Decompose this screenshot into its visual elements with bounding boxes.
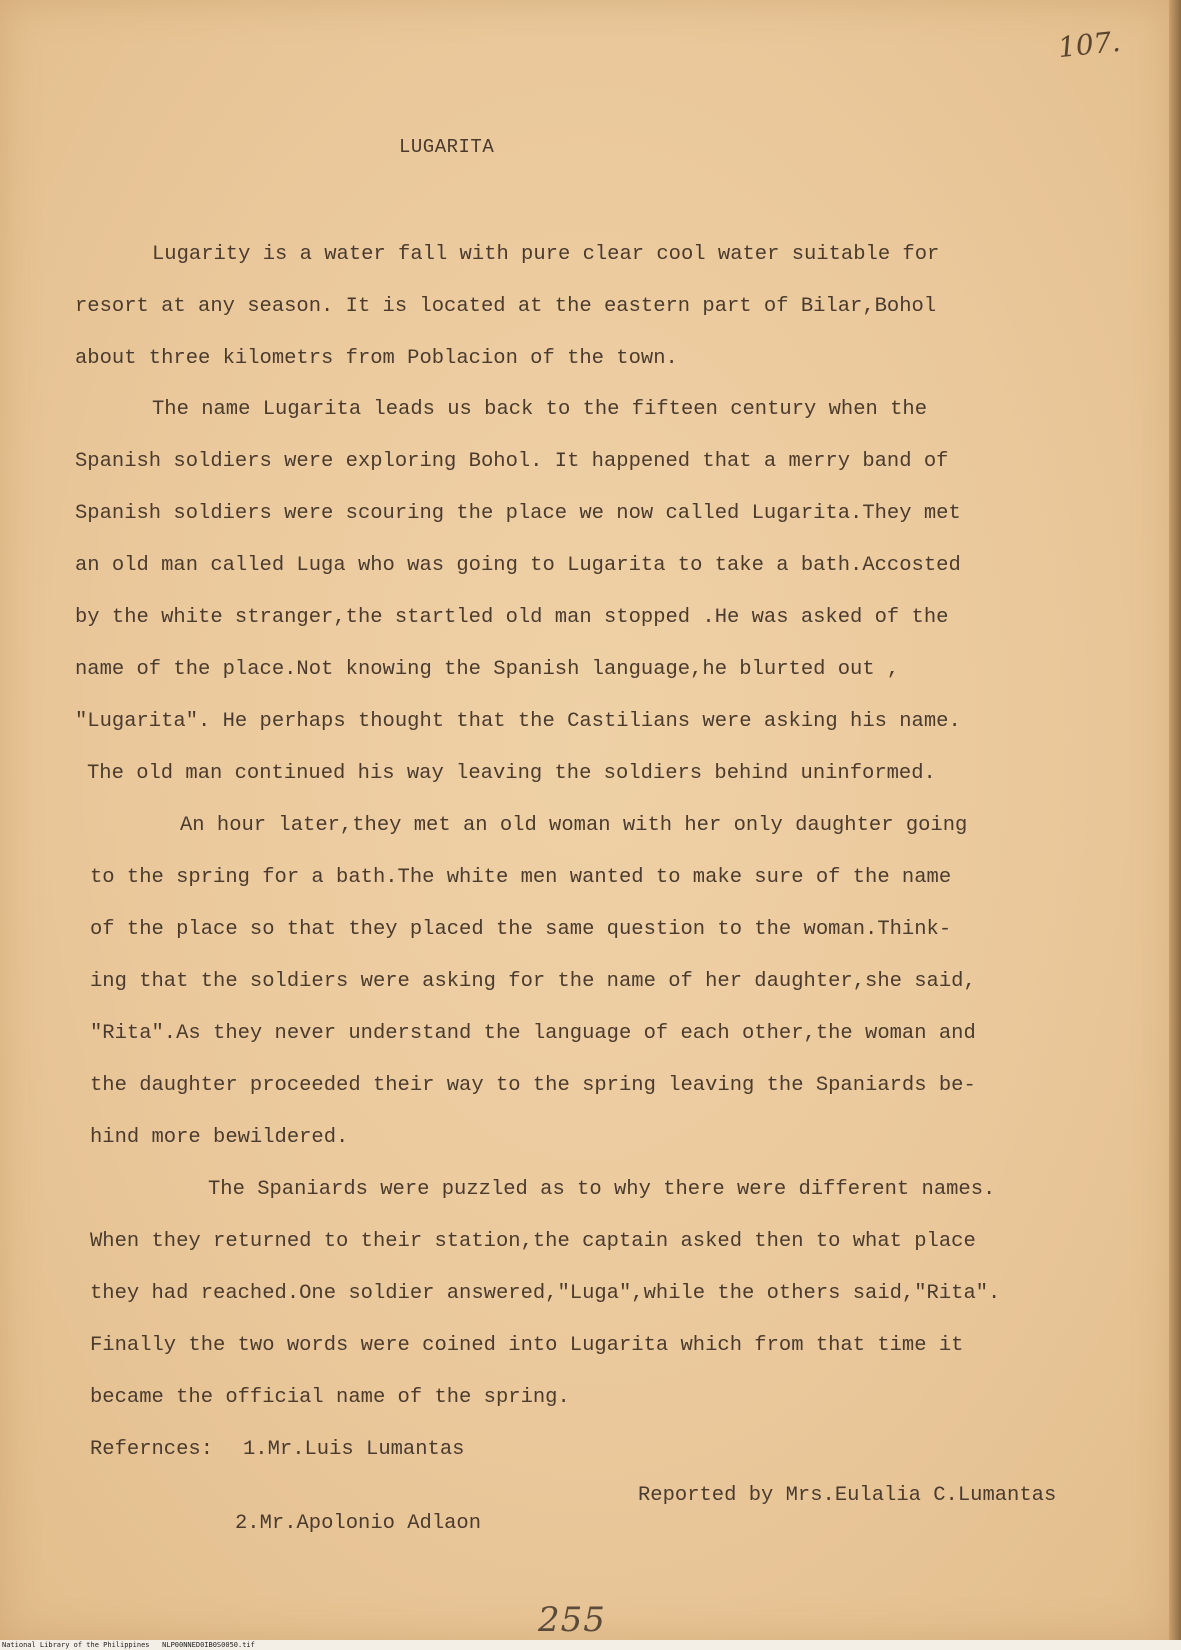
document-title: LUGARITA [399,136,495,158]
archive-footer: National Library of the Philippines NLP00NNED0IB0S0050.tif [0,1640,1181,1650]
body-line: The Spaniards were puzzled as to why there were different names. [208,1178,996,1201]
body-line: "Lugarita". He perhaps thought that the Castilians were asking his name. [75,710,961,733]
body-line: to the spring for a bath.The white men wanted to make sure of the name [90,866,952,889]
body-line: hind more bewildered. [90,1126,349,1149]
body-line: Spanish soldiers were exploring Bohol. It happened that a merry band of [75,450,949,473]
body-line: An hour later,they met an old woman with her only daughter going [180,814,968,837]
body-line: "Rita".As they never understand the language of each other,the woman and [90,1022,976,1045]
body-line: an old man called Luga who was going to Lugarita to take a bath.Accosted [75,554,961,577]
stamp-number: 255 [538,1600,606,1640]
body-line: about three kilometrs from Poblacion of the town. [75,347,678,370]
body-line: name of the place.Not knowing the Spanish language,he blurted out , [75,658,900,681]
body-line: Finally the two words were coined into Lugarita which from that time it [90,1334,964,1357]
body-line: the daughter proceeded their way to the spring leaving the Spaniards be- [90,1074,976,1097]
reference-item: 1.Mr.Luis Lumantas [243,1438,465,1461]
page-edge [1169,0,1181,1650]
body-line: Spanish soldiers were scouring the place we now called Lugarita.They met [75,502,961,525]
reported-by: Reported by Mrs.Eulalia C.Lumantas [638,1484,1057,1507]
body-line: of the place so that they placed the same question to the woman.Think- [90,918,952,941]
references-label: Refernces: [90,1438,214,1461]
body-line: Lugarity is a water fall with pure clear cool water suitable for [152,243,940,266]
body-line: The name Lugarita leads us back to the fifteen century when the [152,398,928,421]
page-number: 107. [1056,24,1122,65]
body-line: they had reached.One soldier answered,"Luga",while the others said,"Rita". [90,1282,1001,1305]
body-line: The old man continued his way leaving the soldiers behind uninformed. [87,762,936,785]
body-line: by the white stranger,the startled old man stopped .He was asked of the [75,606,949,629]
body-line: ing that the soldiers were asking for the name of her daughter,she said, [90,970,976,993]
body-line: resort at any season. It is located at the eastern part of Bilar,Bohol [75,295,937,318]
body-line: became the official name of the spring. [90,1386,570,1409]
reference-item: 2.Mr.Apolonio Adlaon [235,1512,482,1535]
body-line: When they returned to their station,the captain asked then to what place [90,1230,976,1253]
